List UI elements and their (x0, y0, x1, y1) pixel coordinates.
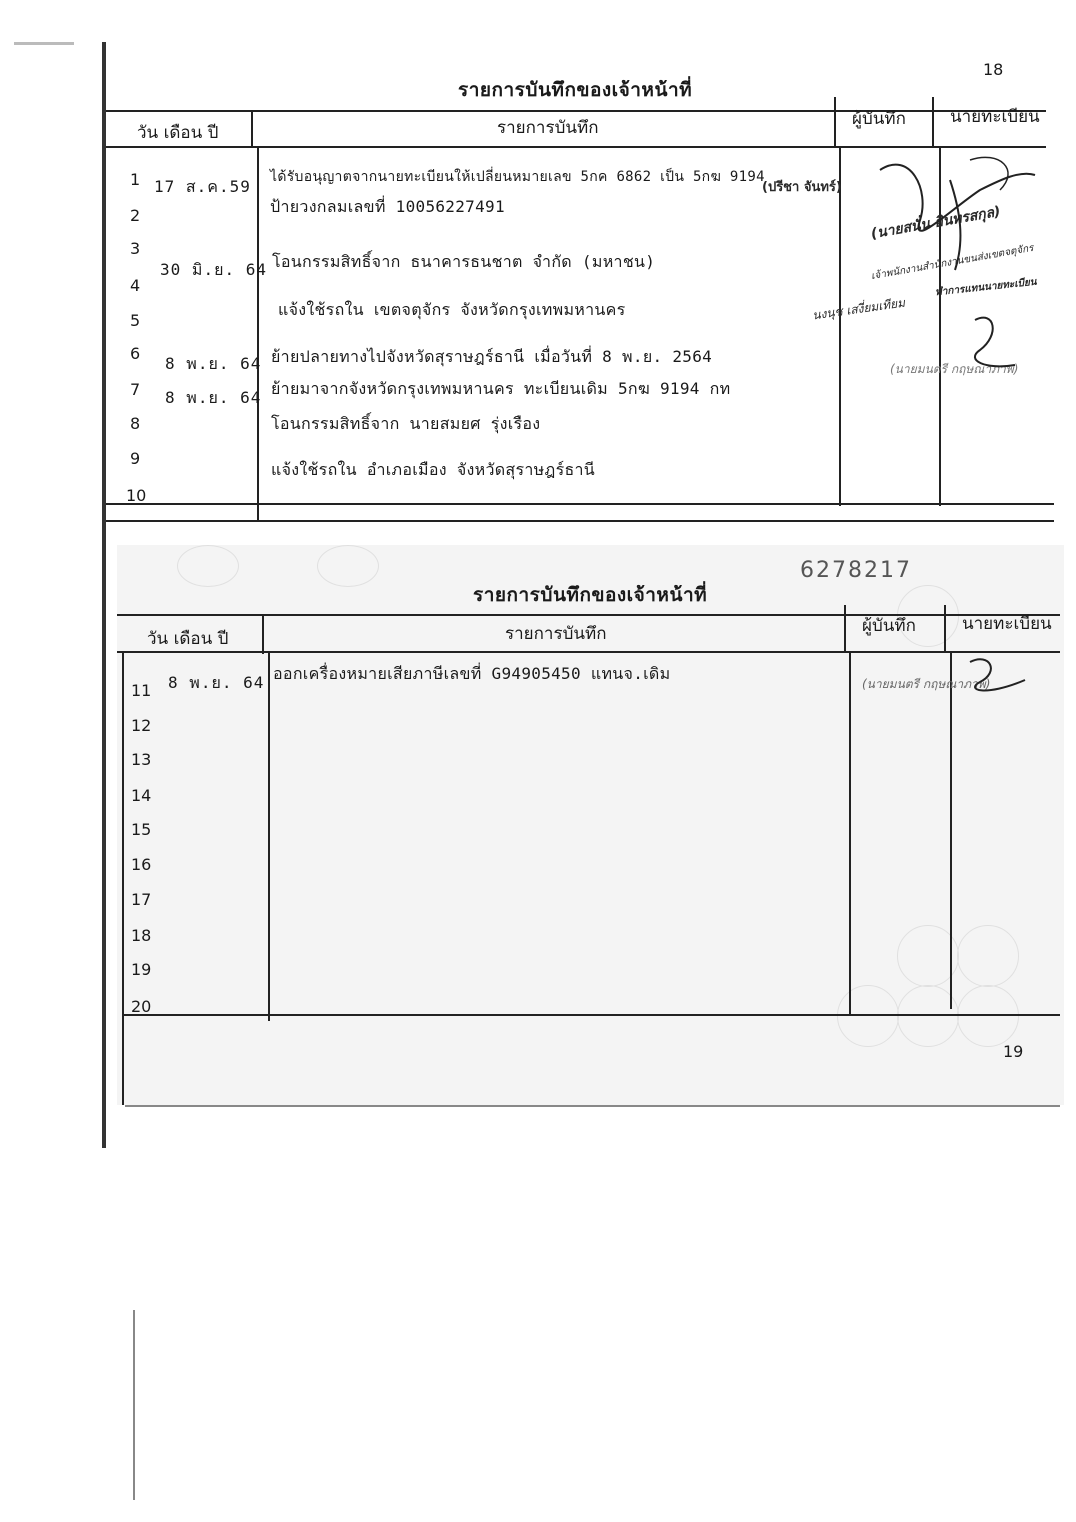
registrar-signature (955, 310, 1035, 380)
scan-mark (14, 42, 74, 45)
page-title: รายการบันทึกของเจ้าหน้าที่ (458, 79, 693, 101)
row-number: 9 (130, 449, 141, 468)
recorder-stamp: นงนุช เสงี่ยมเทียม (811, 295, 906, 323)
header-record: รายการบันทึก (505, 624, 607, 644)
col-divider-date-body (257, 146, 259, 520)
official-stamp: (นายสนั่น อินทรสกุล) (869, 203, 1002, 243)
registrar-signature (955, 652, 1045, 702)
entry-date: 17 ส.ค.59 (154, 177, 251, 196)
header-date: วัน เดือน ปี (147, 629, 229, 649)
entry-text: ออกเครื่องหมายเสียภาษีเลขที่ G94905450 แทนจ.เดิม (273, 664, 671, 683)
row-number: 20 (131, 997, 152, 1016)
watermark-seal (177, 545, 239, 587)
header-bottom-border (117, 651, 1060, 653)
col-divider-recorder (944, 605, 946, 651)
entry-date: 8 พ.ย. 64 (165, 354, 262, 373)
officer-stamp: (นายมนตรี กฤษณาภาพ) (890, 362, 1019, 376)
row-number: 4 (130, 276, 141, 295)
table-bottom-border (122, 1014, 1060, 1016)
page-number: 18 (983, 60, 1004, 79)
entry-text: แจ้งใช้รถใน อำเภอเมือง จังหวัดสุราษฎร์ธานี (271, 460, 596, 479)
watermark-seal (957, 985, 1019, 1047)
row-number: 11 (131, 681, 152, 700)
watermark-seal (957, 925, 1019, 987)
entry-date: 8 พ.ย. 64 (165, 388, 262, 407)
col-divider-record-body (839, 146, 841, 506)
col-divider-date (262, 614, 264, 654)
row-number: 1 (130, 170, 141, 189)
row-number: 3 (130, 239, 141, 258)
row-number: 10 (126, 486, 147, 505)
entry-date: 30 มิ.ย. 64 (160, 260, 267, 279)
page-edge-line (102, 42, 106, 1148)
table-bottom-border (106, 503, 1054, 505)
col-divider-date (251, 110, 253, 146)
col-divider-record-body (849, 651, 851, 1014)
signature-mark (850, 150, 1050, 330)
col-divider-record (834, 97, 836, 146)
table-top-border (117, 614, 1060, 616)
page-number: 19 (1003, 1042, 1024, 1061)
watermark-seal (837, 985, 899, 1047)
row-number: 16 (131, 855, 152, 874)
header-registrar: นายทะเบียน (950, 107, 1040, 127)
row-number: 12 (131, 716, 152, 735)
entry-text: ป้ายวงกลมเลขที่ 10056227491 (270, 197, 505, 216)
header-registrar: นายทะเบียน (962, 614, 1052, 634)
sheet-bottom-border (125, 1105, 1060, 1107)
page-edge-line-lower (133, 1310, 135, 1500)
entry-text: ย้ายปลายทางไปจังหวัดสุราษฎร์ธานี เมื่อวันที่ 8 พ.ย. 2564 (271, 347, 713, 366)
officer-stamp: (นายมนตรี กฤษณาภาพ) (862, 677, 991, 691)
entry-date: 8 พ.ย. 64 (168, 673, 265, 692)
entry-text: โอนกรรมสิทธิ์จาก นายสมยศ รุ่งเรือง (271, 414, 541, 433)
row-number: 8 (130, 414, 141, 433)
faded-serial-number: 6278217 (800, 558, 912, 583)
entry-text: ได้รับอนุญาตจากนายทะเบียนให้เปลี่ยนหมายเลข 5กค 6862 เป็น 5กฆ 9194 (270, 169, 765, 185)
page-title: รายการบันทึกของเจ้าหน้าที่ (473, 584, 708, 606)
sheet-left-border (122, 651, 124, 1105)
row-number: 18 (131, 926, 152, 945)
row-number: 17 (131, 890, 152, 909)
header-bottom-border (106, 146, 1046, 148)
header-recorder: ผู้บันทึก (852, 109, 906, 129)
row-number: 5 (130, 311, 141, 330)
sheet-bottom-border (106, 520, 1054, 522)
header-record: รายการบันทึก (497, 118, 599, 138)
col-divider-record (844, 605, 846, 651)
entry-text: แจ้งใช้รถใน เขตจตุจักร จังหวัดกรุงเทพมหานคร (278, 300, 626, 319)
row-number: 7 (130, 380, 141, 399)
col-divider-date-body (268, 651, 270, 1021)
header-recorder: ผู้บันทึก (862, 616, 916, 636)
watermark-seal (317, 545, 379, 587)
entry-text: ย้ายมาจากจังหวัดกรุงเทพมหานคร ทะเบียนเดิม 5กฆ 9194 กท (271, 379, 731, 398)
row-number: 19 (131, 960, 152, 979)
official-role-stamp: ทำการแทนนายทะเบียน (934, 276, 1038, 299)
entry-text: โอนกรรมสิทธิ์จาก ธนาคารธนชาต จำกัด (มหาชน) (272, 252, 656, 271)
row-number: 6 (130, 344, 141, 363)
col-divider-recorder-body (950, 651, 952, 1009)
row-number: 13 (131, 750, 152, 769)
header-date: วัน เดือน ปี (137, 123, 219, 143)
row-number: 2 (130, 206, 141, 225)
official-title-stamp: เจ้าพนักงานสำนักงานขนส่งเขตจตุจักร (870, 242, 1035, 283)
col-divider-recorder (932, 97, 934, 146)
row-number: 14 (131, 786, 152, 805)
recorder-stamp: (ปรีชา จันทร์) (762, 180, 842, 195)
row-number: 15 (131, 820, 152, 839)
